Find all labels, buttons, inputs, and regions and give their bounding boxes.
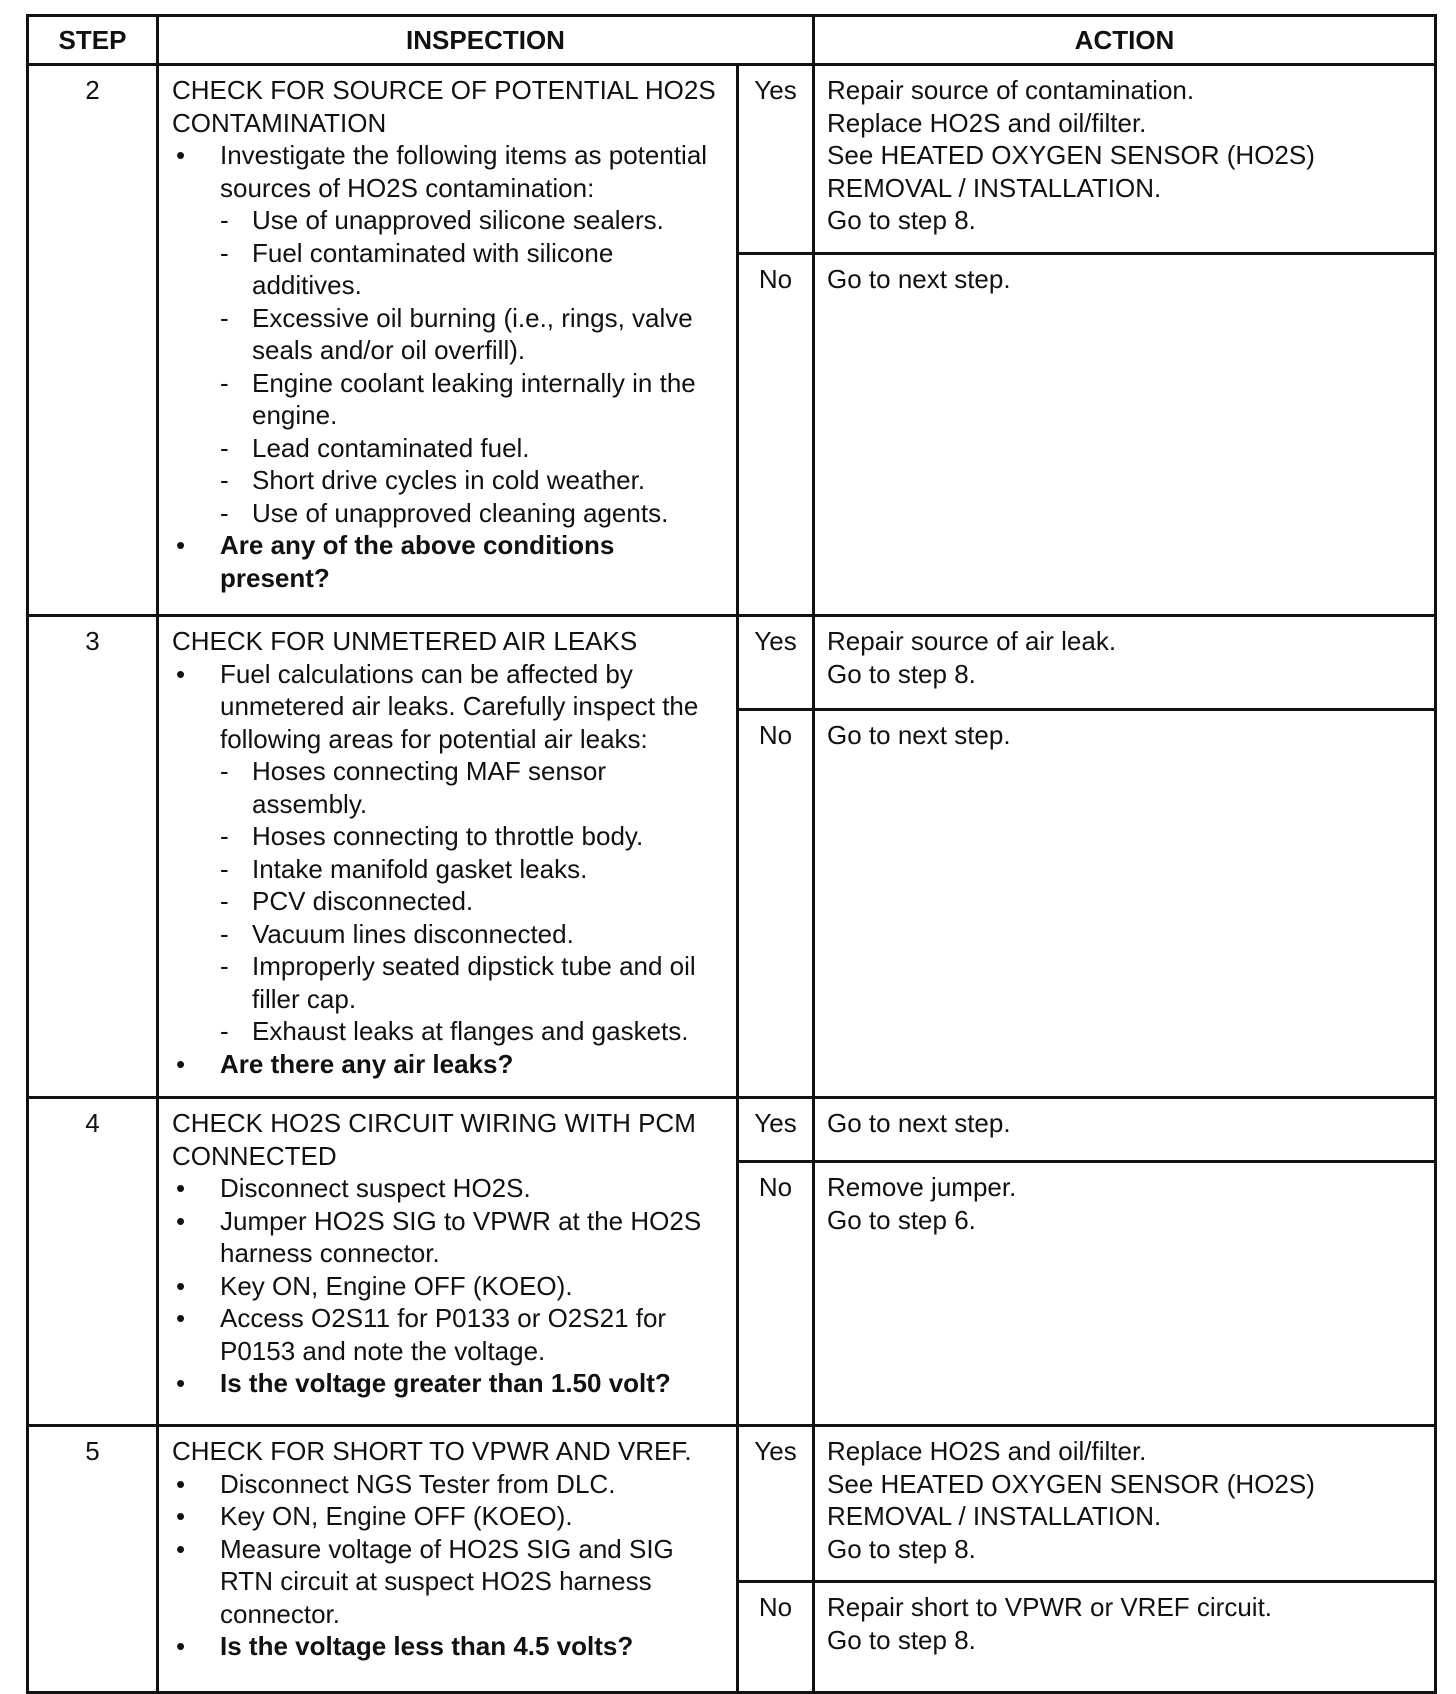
sub-item (172, 820, 726, 853)
sub-item-text: PCV disconnected. (252, 886, 474, 916)
sub-item (172, 204, 726, 237)
question-item (172, 1048, 726, 1081)
header-step: STEP (28, 16, 158, 65)
step-row (28, 65, 1436, 254)
yes-action (814, 1098, 1436, 1162)
bullet-mark: • (176, 1303, 186, 1333)
dash-mark: - (220, 302, 229, 333)
bullet-text: Key ON, Engine OFF (KOEO). (220, 1501, 573, 1531)
dash-mark: - (220, 367, 229, 398)
inspection-title: CHECK HO2S CIRCUIT WIRING WITH PCM CONNECTED (172, 1108, 696, 1171)
inspection-cell (158, 65, 738, 616)
bullet-item (172, 1172, 726, 1205)
dash-mark: - (220, 432, 229, 463)
inspection-cell (158, 1426, 738, 1693)
bullet-mark: • (176, 530, 186, 560)
dash-mark: - (220, 821, 229, 851)
bullet-mark: • (176, 1173, 186, 1203)
action-line: Replace HO2S and oil/filter. (827, 107, 1147, 138)
sub-item (172, 755, 726, 820)
sub-item (172, 237, 726, 302)
sub-item-text: Lead contaminated fuel. (252, 432, 530, 463)
sub-item (172, 918, 726, 951)
sub-item-text: Excessive oil burning (i.e., rings, valve seals and/or oil overfill). (252, 302, 693, 365)
action-line: Repair short to VPWR or VREF circuit. (827, 1592, 1273, 1622)
yes-label: Yes (738, 616, 814, 710)
bullet-text: Investigate the following items as potential sources of HO2S contamination: (220, 140, 708, 203)
action-line: Go to step 8. (827, 1624, 976, 1655)
sub-item-text: Exhaust leaks at flanges and gaskets. (252, 1016, 689, 1046)
sub-item-text: Short drive cycles in cold weather. (252, 465, 646, 495)
dash-mark: - (220, 853, 229, 884)
step-row (28, 1098, 1436, 1162)
bullet-mark: • (176, 1631, 186, 1661)
bullet-text: Fuel calculations can be affected by unmetered air leaks. Carefully inspect the following areas for potential air leaks: (220, 658, 699, 754)
dash-mark: - (220, 951, 229, 981)
sub-item (172, 853, 726, 886)
yes-label: Yes (738, 1426, 814, 1582)
no-label: No (738, 1582, 814, 1693)
step-number: 2 (28, 65, 158, 616)
bullet-mark: • (176, 1468, 186, 1499)
action-line: Go to next step. (827, 264, 1011, 294)
step-number: 5 (28, 1426, 158, 1693)
bullet-mark: • (176, 1501, 186, 1531)
action-line: See HEATED OXYGEN SENSOR (HO2S) REMOVAL / INSTALLATION. (827, 140, 1315, 203)
dash-mark: - (220, 465, 229, 495)
sub-item (172, 432, 726, 465)
bullet-item (172, 1205, 726, 1270)
action-line: Go to next step. (827, 1108, 1011, 1138)
bullet-mark: • (176, 658, 186, 689)
bullet-item (172, 658, 726, 756)
question-text: Are any of the above conditions present? (220, 530, 615, 593)
action-line: Repair source of contamination. (827, 75, 1195, 105)
step-row (28, 616, 1436, 710)
no-action (814, 1582, 1436, 1693)
yes-action (814, 1426, 1436, 1582)
sub-item-text: Hoses connecting to throttle body. (252, 821, 644, 851)
sub-item-text: Vacuum lines disconnected. (252, 918, 574, 949)
bullet-text: Jumper HO2S SIG to VPWR at the HO2S harness connector. (220, 1205, 702, 1268)
bullet-text: Disconnect suspect HO2S. (220, 1173, 531, 1203)
bullet-mark: • (176, 1205, 186, 1236)
sub-item-text: Engine coolant leaking internally in the engine. (252, 367, 696, 430)
yes-action (814, 65, 1436, 254)
no-label: No (738, 1162, 814, 1426)
header-inspection: INSPECTION (158, 16, 814, 65)
sub-item-text: Improperly seated dipstick tube and oil filler cap. (252, 951, 696, 1014)
action-line: See HEATED OXYGEN SENSOR (HO2S) REMOVAL / INSTALLATION. (827, 1468, 1315, 1531)
question-item (172, 1367, 726, 1400)
yes-action (814, 616, 1436, 710)
sub-item (172, 367, 726, 432)
bullet-text: Key ON, Engine OFF (KOEO). (220, 1270, 573, 1301)
bullet-mark: • (176, 1048, 186, 1079)
sub-item-text: Use of unapproved silicone sealers. (252, 205, 664, 235)
bullet-mark: • (176, 1533, 186, 1564)
table-body (28, 65, 1436, 1693)
question-text: Is the voltage greater than 1.50 volt? (220, 1368, 671, 1398)
action-line: Repair source of air leak. (827, 626, 1117, 656)
sub-item (172, 885, 726, 918)
dash-mark: - (220, 205, 229, 235)
bullet-item (172, 1533, 726, 1631)
action-line: Go to next step. (827, 720, 1011, 750)
bullet-item (172, 1302, 726, 1367)
sub-item (172, 497, 726, 530)
sub-item (172, 950, 726, 1015)
action-line: Go to step 8. (827, 205, 976, 235)
bullet-item (172, 139, 726, 204)
header-row (28, 16, 1436, 65)
bullet-text: Measure voltage of HO2S SIG and SIG RTN circuit at suspect HO2S harness connector. (220, 1533, 674, 1629)
header-action: ACTION (814, 16, 1436, 65)
dash-mark: - (220, 237, 229, 268)
step-number: 4 (28, 1098, 158, 1426)
sub-item-text: Fuel contaminated with silicone additives. (252, 237, 614, 300)
sub-item-text: Intake manifold gasket leaks. (252, 853, 588, 884)
action-line: Go to step 6. (827, 1204, 976, 1235)
dash-mark: - (220, 497, 229, 528)
sub-item (172, 464, 726, 497)
no-action (814, 254, 1436, 616)
question-text: Is the voltage less than 4.5 volts? (220, 1631, 634, 1661)
no-label: No (738, 254, 814, 616)
dash-mark: - (220, 886, 229, 916)
yes-label: Yes (738, 65, 814, 254)
bullet-item (172, 1468, 726, 1501)
action-line: Remove jumper. (827, 1172, 1017, 1202)
step-row (28, 1426, 1436, 1582)
inspection-title: CHECK FOR SHORT TO VPWR AND VREF. (172, 1436, 692, 1466)
action-line: Go to step 8. (827, 1533, 976, 1564)
dash-mark: - (220, 756, 229, 786)
sub-item-text: Use of unapproved cleaning agents. (252, 497, 669, 528)
diagnostic-table (26, 14, 1437, 1694)
sub-item-text: Hoses connecting MAF sensor assembly. (252, 756, 607, 819)
inspection-title: CHECK FOR UNMETERED AIR LEAKS (172, 626, 638, 656)
inspection-cell (158, 1098, 738, 1426)
bullet-mark: • (176, 140, 186, 170)
dash-mark: - (220, 1016, 229, 1046)
inspection-title: CHECK FOR SOURCE OF POTENTIAL HO2S CONTAMINATION (172, 75, 716, 138)
step-number: 3 (28, 616, 158, 1098)
no-action (814, 1162, 1436, 1426)
sub-item (172, 1015, 726, 1048)
dash-mark: - (220, 918, 229, 949)
bullet-mark: • (176, 1270, 186, 1301)
inspection-cell (158, 616, 738, 1098)
bullet-text: Access O2S11 for P0133 or O2S21 for P0153 and note the voltage. (220, 1303, 667, 1366)
no-action (814, 710, 1436, 1098)
yes-label: Yes (738, 1098, 814, 1162)
question-item (172, 529, 726, 594)
bullet-text: Disconnect NGS Tester from DLC. (220, 1468, 616, 1499)
question-item (172, 1630, 726, 1663)
bullet-mark: • (176, 1368, 186, 1398)
bullet-item (172, 1500, 726, 1533)
sub-item (172, 302, 726, 367)
action-line: Replace HO2S and oil/filter. (827, 1436, 1147, 1466)
bullet-item (172, 1270, 726, 1303)
action-line: Go to step 8. (827, 658, 976, 689)
no-label: No (738, 710, 814, 1098)
question-text: Are there any air leaks? (220, 1048, 514, 1079)
